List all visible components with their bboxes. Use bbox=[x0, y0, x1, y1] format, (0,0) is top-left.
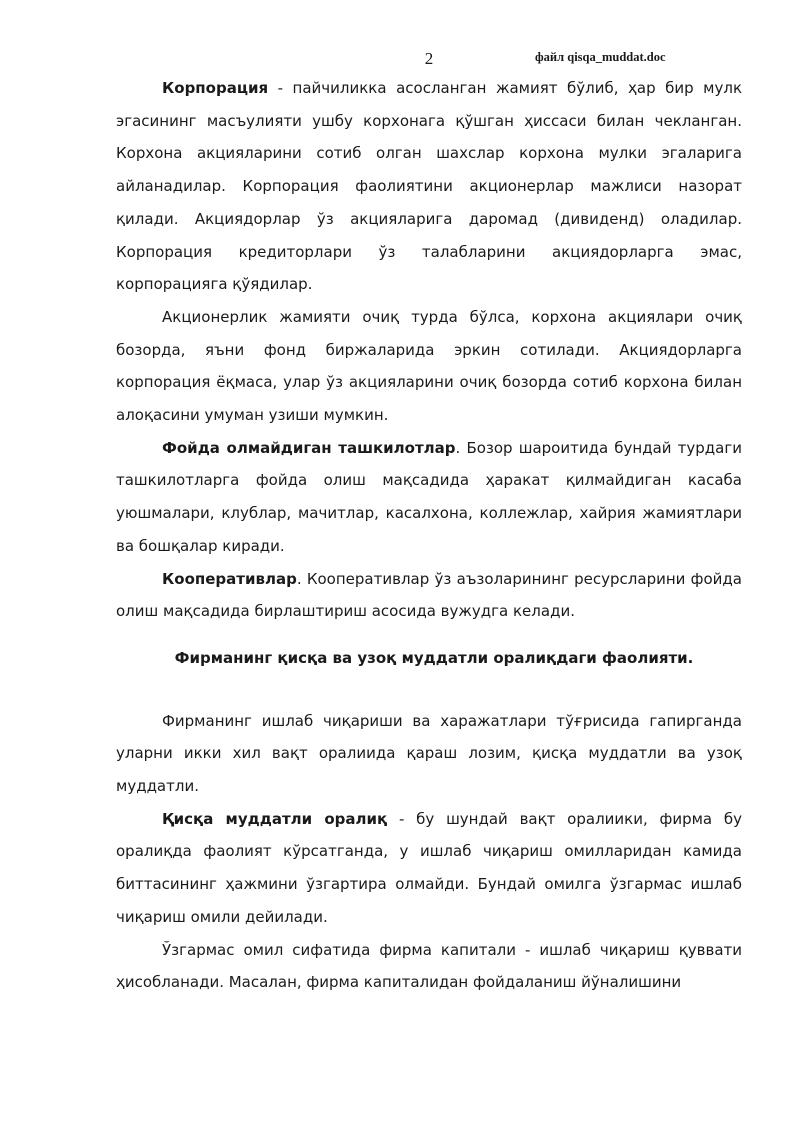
document-body bbox=[116, 72, 742, 999]
paragraph-text: Фирманинг ишлаб чиқариши ва харажатлари тўғрисида гапирганда уларни икки хил вақт оралиида қараш лозим, қисқа муддатли ва узоқ муддатли. bbox=[116, 711, 742, 796]
file-label: файл qisqa_muddat.doc bbox=[535, 50, 666, 64]
page-number: 2 bbox=[424, 49, 434, 68]
paragraph-text: . Бозор шароитида бундай турдаги ташкилотларга фойда олиш мақсадида ҳаракат қилмайдиган касаба уюшмалари, клублар, мачитлар, касалхона, коллежлар, хайрия жамиятлари ва бошқалар киради. bbox=[116, 438, 742, 555]
term-non-profit: Фойда олмайдиган ташкилотлар bbox=[162, 438, 456, 457]
paragraph-non-profit bbox=[116, 432, 742, 563]
paragraph-short-run bbox=[116, 803, 742, 934]
paragraph-corporation bbox=[116, 72, 742, 301]
term-corporation: Корпорация bbox=[162, 79, 269, 97]
paragraph-joint-stock bbox=[116, 301, 742, 432]
paragraph-text: - пайчиликка асосланган жамият бўлиб, ҳар бир мулк эгасининг масъулияти ушбу корхонага қўшган ҳиссаси билан чекланган. Корхона акцияларини сотиб олган шахслар корхона мулки эгаларига айланадилар. Корпорация фаолиятини акционерлар мажлиси назорат қилади. Акциядорлар ўз акцияларига даромад (дивиденд) оладилар. Корпорация кредиторлари ўз талабларини акциядорларга эмас, корпорацияга қўядилар. bbox=[116, 79, 742, 294]
paragraph-text: Акционерлик жамияти очиқ турда бўлса, корхона акциялари очиқ бозорда, яъни фонд биржаларида эркин сотилади. Акциядорларга корпорация ёқмаса, улар ўз акцияларини очиқ бозорда сотиб корхона билан алоқасини умуман узиши мумкин. bbox=[116, 307, 742, 425]
section-heading: Фирманинг қисқа ва узоқ муддатли оралиқдаги фаолияти. bbox=[174, 648, 694, 667]
term-short-run: Қисқа муддатли оралиқ bbox=[162, 809, 388, 828]
paragraph-time-periods bbox=[116, 705, 742, 803]
paragraph-cooperatives bbox=[116, 563, 742, 628]
paragraph-text: . Кооперативлар ўз аъзоларининг ресурсларини фойда олиш мақсадида бирлаштириш асосида вужудга келади. bbox=[116, 569, 742, 621]
paragraph-fixed-factor bbox=[116, 934, 742, 999]
paragraph-text: Ўзгармас омил сифатида фирма капитали - ишлаб чиқариш қуввати ҳисобланади. Масалан, фирма капиталидан фойдаланиш йўналишини bbox=[116, 940, 742, 992]
paragraph-text: - бу шундай вақт оралиики, фирма бу оралиқда фаолият кўрсатганда, у ишлаб чиқариш омилларидан камида биттасининг ҳажмини ўзгартира олмайди. Бундай омилга ўзгармас ишлаб чиқариш омили дейилади. bbox=[116, 809, 743, 926]
term-cooperatives: Кооперативлар bbox=[162, 569, 297, 588]
